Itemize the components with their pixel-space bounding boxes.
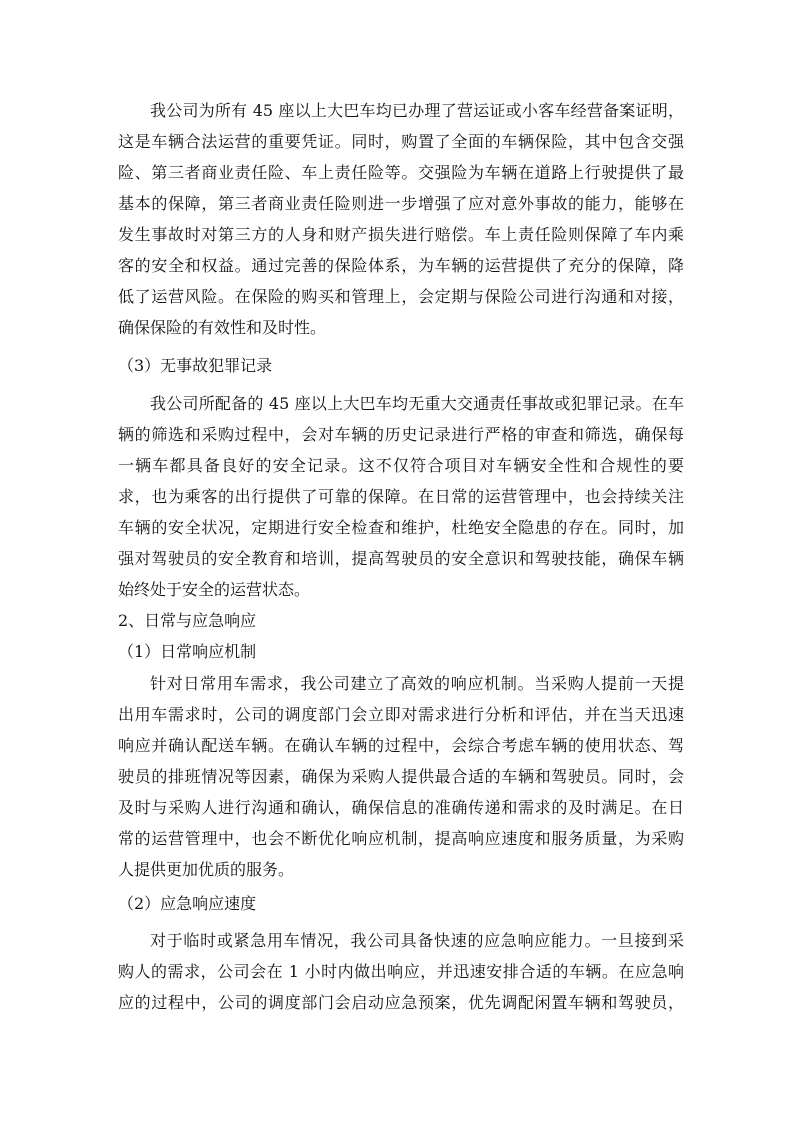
- paragraph-line: 人提供更加优质的服务。: [118, 860, 295, 879]
- paragraph-line: 常的运营管理中，也会不断优化响应机制，提高响应速度和服务质量，为采购: [118, 829, 684, 848]
- paragraph-line: 这是车辆合法运营的重要凭证。同时，购置了全面的车辆保险，其中包含交强: [118, 132, 684, 151]
- heading-no-accident-record: （3）无事故犯罪记录: [118, 356, 273, 375]
- paragraph-line: 我公司为所有 45 座以上大巴车均已办理了营运证或小客车经营备案证明，: [150, 101, 684, 120]
- heading-daily-response: （1）日常响应机制: [118, 642, 257, 661]
- paragraph-line: 强对驾驶员的安全教育和培训，提高驾驶员的安全意识和驾驶技能，确保车辆: [118, 549, 684, 568]
- paragraph-line: 驶员的排班情况等因素，确保为采购人提供最合适的车辆和驾驶员。同时，会: [118, 767, 684, 786]
- paragraph-line: 应的过程中，公司的调度部门会启动应急预案，优先调配闲置车辆和驾驶员，: [118, 993, 684, 1012]
- paragraph-line: 我公司所配备的 45 座以上大巴车均无重大交通责任事故或犯罪记录。在车: [150, 394, 684, 413]
- paragraph-line: 及时与采购人进行沟通和确认，确保信息的准确传递和需求的及时满足。在日: [118, 798, 684, 817]
- paragraph-line: 辆的筛选和采购过程中，会对车辆的历史记录进行严格的审查和筛选，确保每: [118, 425, 684, 444]
- paragraph-line: 车辆的安全状况，定期进行安全检查和维护，杜绝安全隐患的存在。同时，加: [118, 518, 684, 537]
- paragraph-line: 出用车需求时，公司的调度部门会立即对需求进行分析和评估，并在当天迅速: [118, 705, 684, 724]
- paragraph-line: 低了运营风险。在保险的购买和管理上，会定期与保险公司进行沟通和对接，: [118, 287, 684, 306]
- paragraph-line: 客的安全和权益。通过完善的保险体系，为车辆的运营提供了充分的保障，降: [118, 256, 684, 275]
- paragraph-line: 购人的需求，公司会在 1 小时内做出响应，并迅速安排合适的车辆。在应急响: [118, 962, 684, 981]
- paragraph-line: 对于临时或紧急用车情况，我公司具备快速的应急响应能力。一旦接到采: [150, 931, 684, 950]
- paragraph-line: 针对日常用车需求，我公司建立了高效的响应机制。当采购人提前一天提: [150, 674, 684, 693]
- paragraph-line: 发生事故时对第三方的人身和财产损失进行赔偿。车上责任险则保障了车内乘: [118, 225, 684, 244]
- paragraph-insurance: [118, 95, 684, 343]
- paragraph-emergency-response: [118, 925, 684, 1018]
- document-page: [118, 95, 684, 1018]
- paragraph-daily-response: [118, 668, 684, 885]
- paragraph-line: 响应并确认配送车辆。在确认车辆的过程中，会综合考虑车辆的使用状态、驾: [118, 736, 684, 755]
- heading-emergency-response: （2）应急响应速度: [118, 894, 257, 913]
- paragraph-line: 始终处于安全的运营状态。: [118, 580, 311, 599]
- paragraph-no-accident: [118, 388, 684, 605]
- paragraph-line: 确保保险的有效性和及时性。: [118, 318, 327, 337]
- paragraph-line: 一辆车都具备良好的安全记录。这不仅符合项目对车辆安全性和合规性的要: [118, 456, 684, 475]
- paragraph-line: 求，也为乘客的出行提供了可靠的保障。在日常的运营管理中，也会持续关注: [118, 487, 684, 506]
- paragraph-line: 基本的保障，第三者商业责任险则进一步增强了应对意外事故的能力，能够在: [118, 194, 684, 213]
- paragraph-line: 险、第三者商业责任险、车上责任险等。交强险为车辆在道路上行驶提供了最: [118, 163, 684, 182]
- heading-section-2: 2、日常与应急响应: [118, 611, 257, 630]
